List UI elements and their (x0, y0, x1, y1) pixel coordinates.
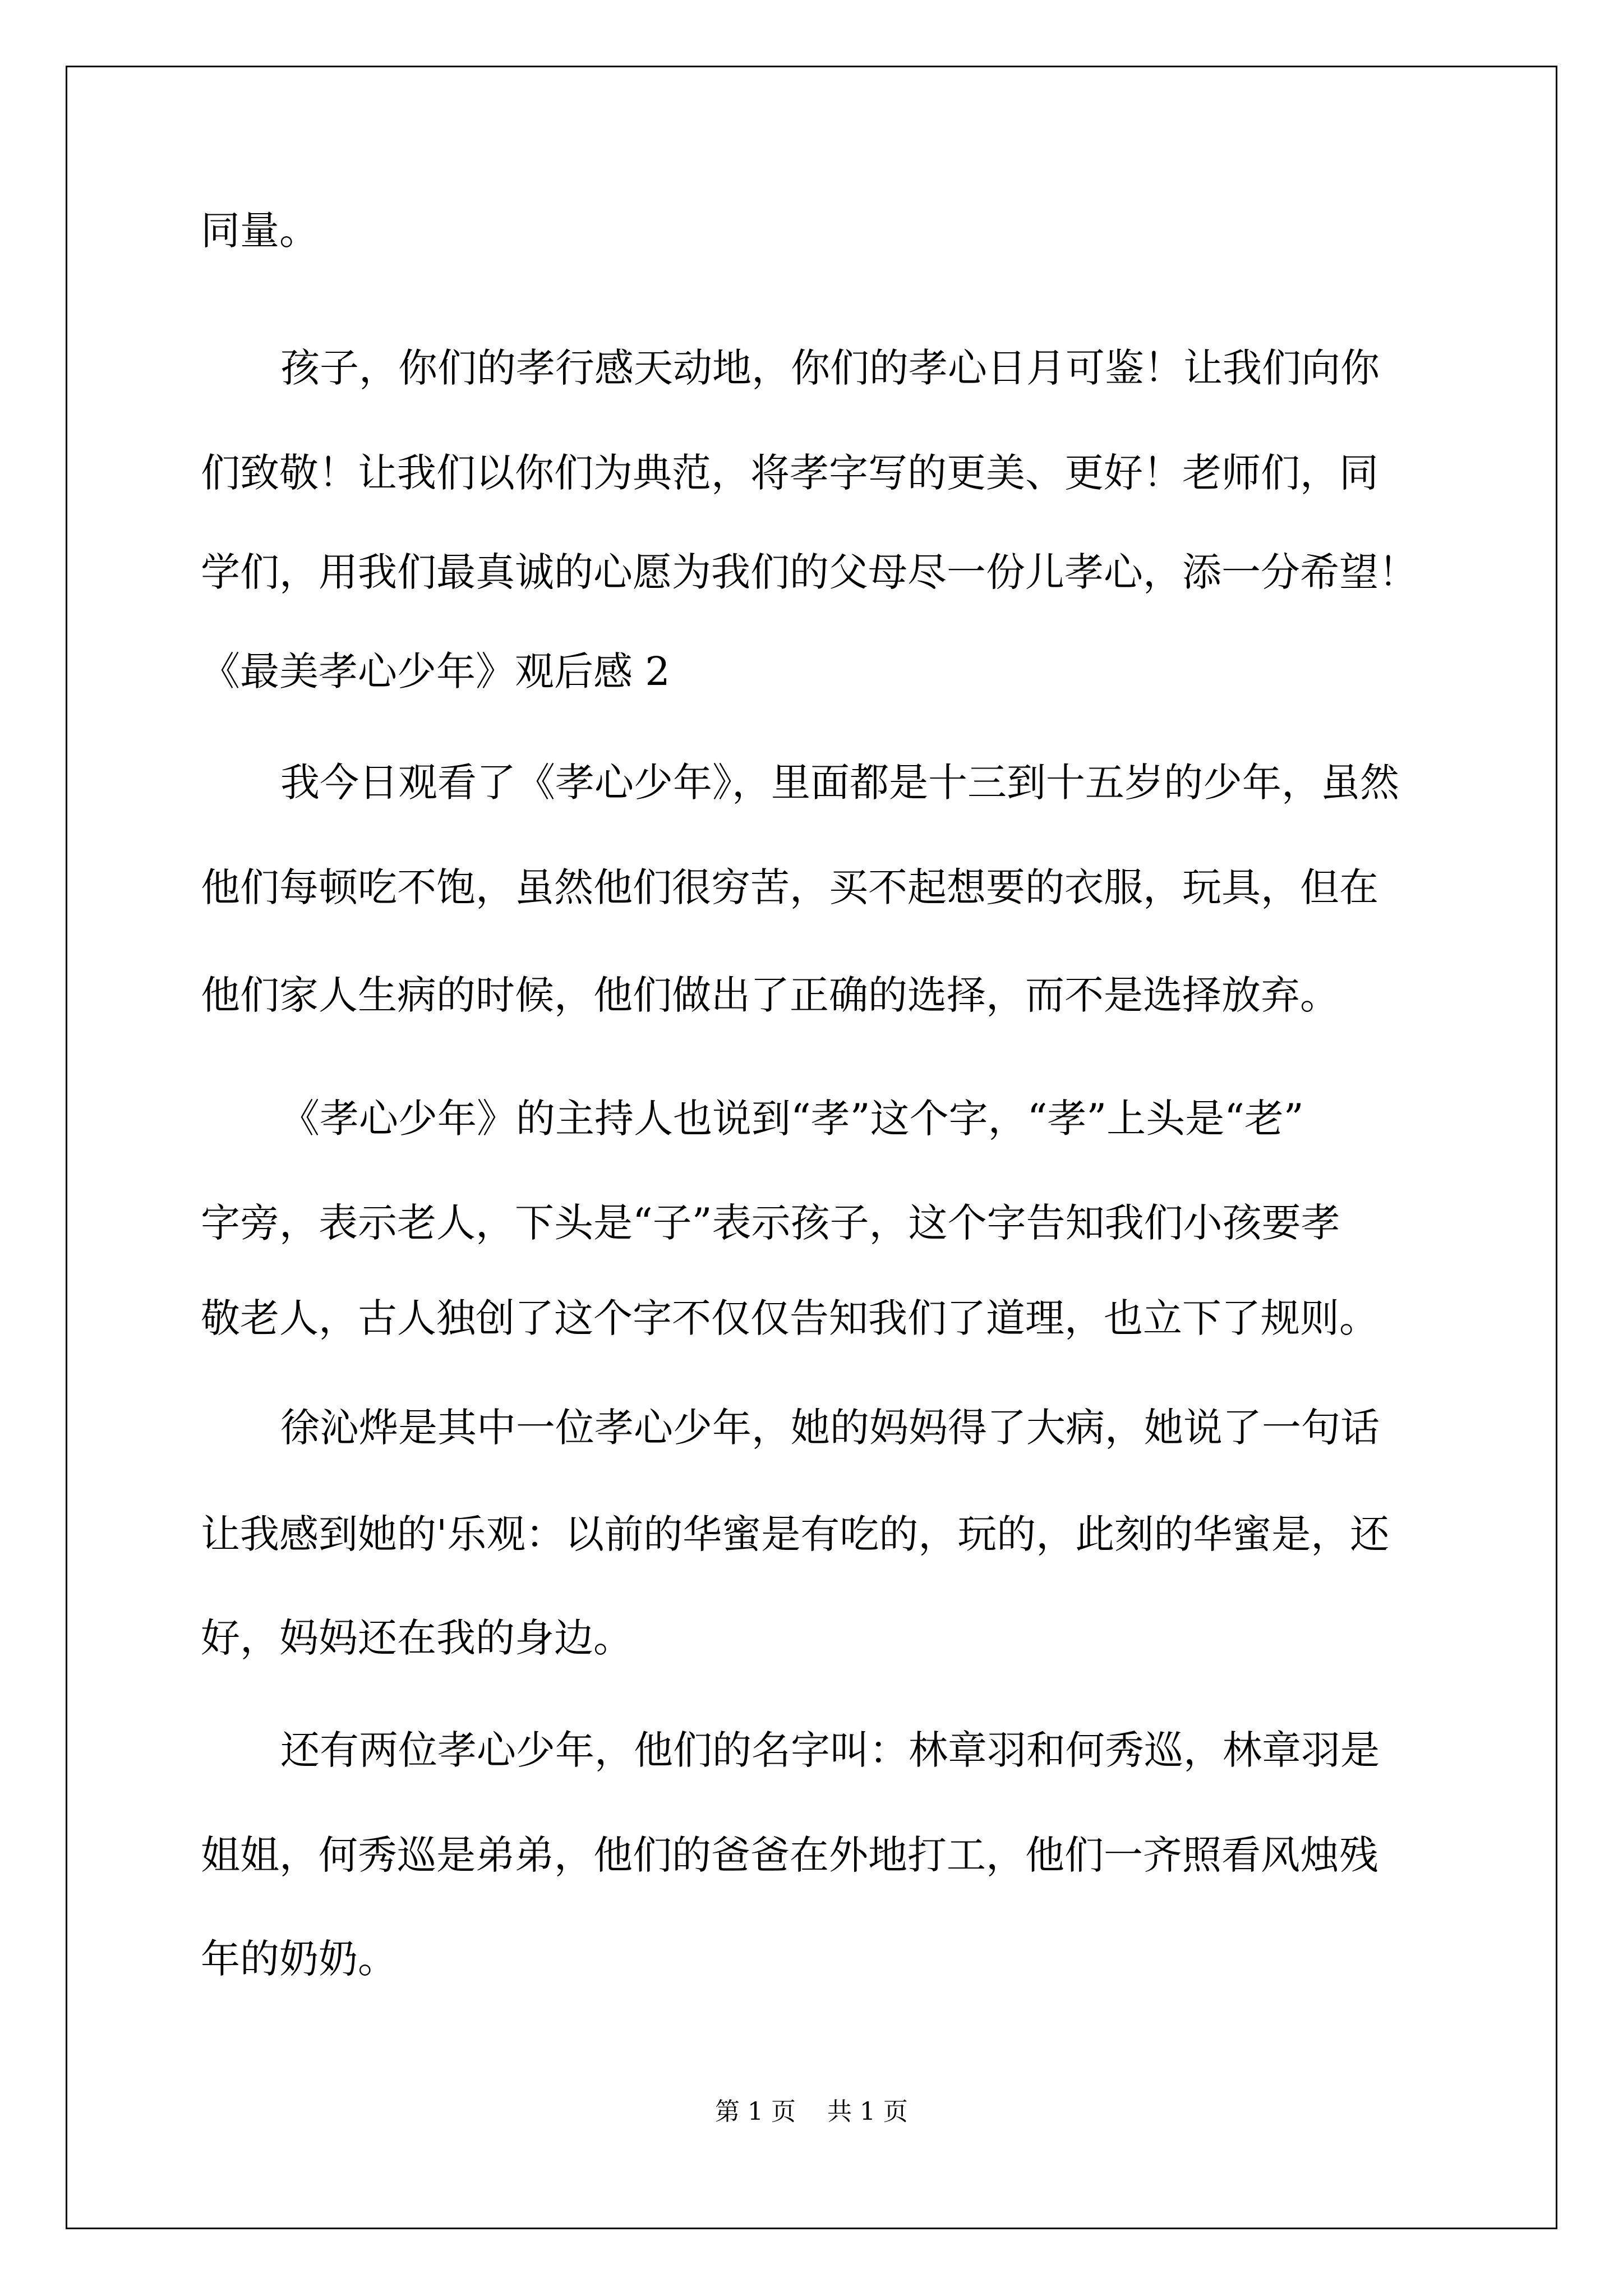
body-line-8: 他们家人生病的时候，他们做出了正确的选择，而不是选择放弃。 (201, 972, 1339, 1018)
body-line-12: 徐沁烨是其中一位孝心少年，她的妈妈得了大病，她说了一句话 (280, 1405, 1380, 1451)
body-line-11: 敬老人，古人独创了这个字不仅仅告知我们了道理，也立下了规则。 (201, 1295, 1378, 1341)
body-line-4: 学们，用我们最真诚的心愿为我们的父母尽一份儿孝心，添一分希望！ (201, 549, 1418, 595)
body-line-7: 他们每顿吃不饱，虽然他们很穷苦，买不起想要的衣服，玩具，但在 (201, 864, 1378, 910)
body-line-1: 同量。 (201, 208, 319, 254)
body-line-15: 还有两位孝心少年，他们的名字叫：林章羽和何秀巡，林章羽是 (280, 1727, 1380, 1773)
body-line-9: 《孝心少年》的主持人也说到“孝”这个字，“孝”上头是“老” (280, 1096, 1304, 1142)
body-line-13: 让我感到她的'乐观：以前的华蜜是有吃的，玩的，此刻的华蜜是，还 (201, 1511, 1390, 1557)
page-total: 共 1 页 (827, 2097, 908, 2126)
body-line-14: 好，妈妈还在我的身边。 (201, 1615, 633, 1661)
page-footer (0, 2095, 1623, 2129)
body-line-16: 姐姐，何秀巡是弟弟，他们的爸爸在外地打工，他们一齐照看风烛残 (201, 1832, 1378, 1878)
body-line-17: 年的奶奶。 (201, 1936, 397, 1982)
body-line-6: 我今日观看了《孝心少年》，里面都是十三到十五岁的少年，虽然 (280, 760, 1399, 806)
body-line-3: 们致敬！让我们以你们为典范，将孝字写的更美、更好！老师们，同 (201, 450, 1378, 496)
body-line-2: 孩子，你们的孝行感天动地，你们的孝心日月可鉴！让我们向你 (280, 345, 1380, 391)
section-heading: 《最美孝心少年》观后感 2 (201, 648, 670, 694)
page-number: 第 1 页 (715, 2097, 796, 2126)
body-line-10: 字旁，表示老人，下头是“子”表示孩子，这个字告知我们小孩要孝 (201, 1200, 1340, 1246)
